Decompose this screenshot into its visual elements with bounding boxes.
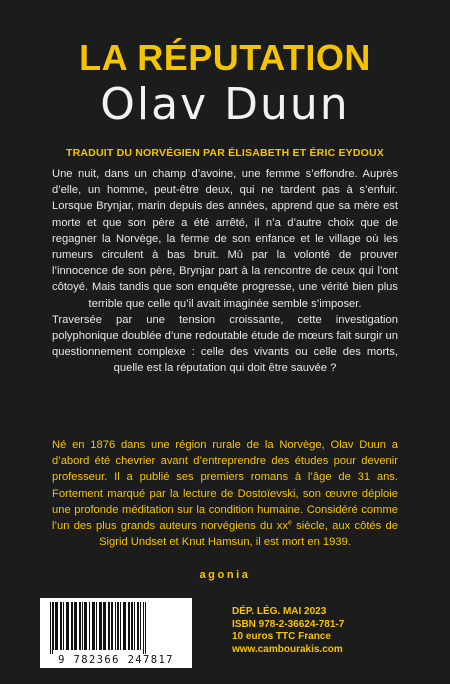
price: 10 euros TTC France (232, 631, 331, 643)
century-suffix: e (287, 519, 292, 527)
isbn-barcode (40, 598, 192, 668)
barcode-bar (74, 602, 77, 650)
barcode-bar (134, 602, 135, 650)
barcode-bar (52, 602, 53, 654)
barcode-bar (117, 602, 119, 650)
synopsis-paragraph-1: Une nuit, dans un champ d’avoine, une femme s’effondre. Auprès d’elle, un homme, peut-être deux, qui ne tardent pas à s’enfuir. Lorsque Brynjar, marin depuis des années, apprend que sa mère est morte et que son père a été arrêté, il n’a d’autre choix que de regagner la Norvège, la ferme de son enfance et le village où les rumeurs circulent à bas bruit. Mû par la volonté de prouver l’innocence de son père, Brynjar part à la rencontre de ceux qui l’ont côtoyé. Mais tandis que son enquête progresse, une vérité bien plus terrible que celle qu’il avait imaginée semble s’imposer. (52, 168, 398, 310)
barcode-bar (103, 602, 106, 650)
bio-text-part-1: Né en 1876 dans une région rurale de la Norvège, Olav Duun a d’abord été chevrier avant d’entreprendre des études pour devenir professeur. Il a publié ses premiers romans à l’âge de 31 ans. Fortement marqué par la lecture de Dostoïevski, son œuvre déploie une profonde méditation sur la condition humaine. Considéré comme l’un des plus grands auteurs norvégiens du (52, 439, 398, 533)
barcode-bar (96, 602, 97, 650)
barcode-bar (120, 602, 121, 650)
bio-paragraph (52, 437, 398, 550)
barcode-bar (89, 602, 90, 650)
barcode-bar (140, 602, 141, 650)
barcode-bar (123, 602, 126, 650)
isbn-number: ISBN 978-2-36624-781-7 (232, 618, 345, 630)
barcode-bar (79, 602, 81, 650)
synopsis-paragraph-2: Traversée par une tension croissante, cette investigation polyphonique doublée d’une redoutable étude de mœurs fait surgir un questionnement complexe : celle des vivants ou celle des morts, quelle est la réputation qui doit être sauvée ? (52, 313, 398, 375)
barcode-bar (53, 602, 54, 650)
book-title: LA RÉPUTATION (79, 37, 371, 78)
century-numeral: xx (276, 520, 288, 533)
barcode-bar (131, 602, 133, 650)
barcode-bar (92, 602, 95, 650)
barcode-bar (84, 602, 87, 650)
legal-info (232, 606, 432, 656)
publisher-website: www.cambourakis.com (232, 643, 343, 655)
barcode-bar (145, 602, 146, 654)
barcode-bar (108, 602, 110, 650)
barcode-bar (115, 602, 116, 650)
barcode-bar (50, 602, 51, 654)
translator-credit: TRADUIT DU NORVÉGIEN PAR ÉLISABETH ET ÉRIC EYDOUX (65, 147, 385, 159)
barcode-bar (111, 602, 113, 650)
bio-text-part-2: siècle, aux côtés de Sigrid Undset et Knut Hamsun, il est mort en 1939. (99, 520, 398, 549)
barcode-bar (66, 602, 69, 650)
barcode-bar (82, 602, 83, 650)
barcode-bar (60, 602, 62, 650)
synopsis (52, 166, 398, 377)
author-biography (52, 437, 398, 550)
barcode-bar (71, 602, 73, 650)
author-name: Olav Duun (100, 79, 350, 130)
barcode-bar (128, 602, 130, 650)
barcode-bars (40, 598, 192, 654)
barcode-bar (143, 602, 144, 654)
legal-deposit: DÉP. LÉG. MAI 2023 (232, 606, 327, 617)
barcode-bar (99, 602, 102, 650)
collection-name: agonia (199, 569, 251, 581)
barcode-bar (63, 602, 64, 650)
barcode-digits: 9 782366 247817 (58, 654, 174, 666)
barcode-bar (137, 602, 139, 650)
barcode-bar (55, 602, 58, 650)
